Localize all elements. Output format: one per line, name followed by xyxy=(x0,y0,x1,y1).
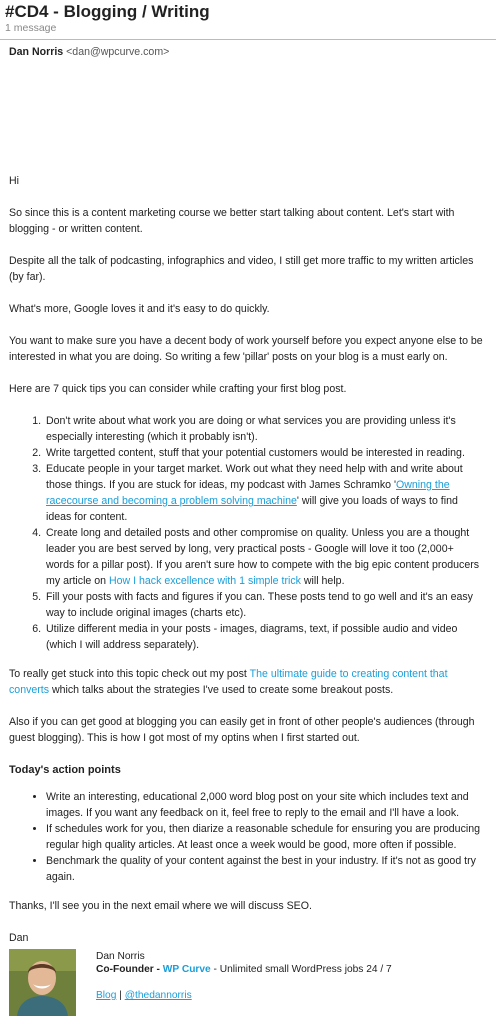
list-item: • Benchmark the quality of your content against the best in your industry. If it's not as good try again. xyxy=(46,853,484,885)
sender-line xyxy=(0,40,496,60)
list-item xyxy=(44,461,484,525)
signature-block xyxy=(9,930,484,1020)
paragraph-google: What's more, Google loves it and it's easy to do quickly. xyxy=(9,303,270,315)
signature-name: Dan Norris xyxy=(96,951,145,962)
signature-details xyxy=(96,950,392,1002)
list-item: 6. Utilize different media in your posts - images, diagrams, text, if possible audio and video (which I will address separately). xyxy=(44,621,484,653)
link-separator: | xyxy=(116,990,125,1001)
list-item xyxy=(44,525,484,589)
paragraph-traffic: Despite all the talk of podcasting, infographics and video, I still get more traffic to my written articles (by far). xyxy=(9,255,474,283)
tip-text: Educate people in your target market. Work out what they need help with and write about those things. If you are stuck for ideas, my podcast with James Schramko ' xyxy=(46,463,463,491)
list-item: • If schedules work for you, then diarize a reasonable schedule for ensuring you are producing regular high quality articles. At least once a week would be good, more often if possible. xyxy=(46,821,484,853)
hack-excellence-link[interactable]: How I hack excellence with 1 simple trick xyxy=(109,575,301,587)
tip-text: will help. xyxy=(300,575,345,587)
ultimate-guide-link[interactable]: The ultimate guide to creating content that converts xyxy=(9,668,448,696)
podcast-link[interactable]: Owning the racecourse and becoming a problem solving machine xyxy=(46,479,450,507)
wp-curve-link[interactable]: WP Curve xyxy=(162,964,211,975)
sender-name[interactable]: Dan Norris xyxy=(9,46,64,58)
avatar xyxy=(9,949,76,1016)
signature-title: Co-Founder - xyxy=(96,964,163,975)
twitter-link[interactable]: @thedannorris xyxy=(124,990,192,1001)
signature-links xyxy=(96,989,392,1002)
action-points-list xyxy=(9,789,484,885)
email-subject: #CD4 - Blogging / Writing xyxy=(5,2,210,21)
list-item: 2. Write targetted content, stuff that your potential customers would be interested in reading. xyxy=(44,445,484,461)
avatar-photo-icon xyxy=(9,949,76,1016)
blog-link[interactable]: Blog xyxy=(96,990,117,1001)
signature-tagline: - Unlimited small WordPress jobs 24 / 7 xyxy=(210,964,392,975)
tip-text: Create long and detailed posts and other compromise on quality. Unless you are a thought leader you are best served by long, very practical posts - Google will love it too (2,000+ words for a pillar post). If you aren't sure how to compete with the big epic content producers my article on xyxy=(46,527,480,587)
tips-list xyxy=(9,413,484,653)
paragraph-tips-intro: Here are 7 quick tips you can consider while crafting your first blog post. xyxy=(9,383,347,395)
closing-line: Thanks, I'll see you in the next email where we will discuss SEO. xyxy=(9,900,312,912)
guide-text: To really get stuck into this topic check out my post xyxy=(9,668,250,680)
action-points-heading: Today's action points xyxy=(9,764,121,776)
tip-text: ' will give you loads of ways to find ideas for content. xyxy=(46,495,458,523)
list-item: • Write an interesting, educational 2,000 word blog post on your site which includes text and images. If you want any feedback on it, feel free to reply to the email and I'll have a look. xyxy=(46,789,484,821)
list-item: 5. Fill your posts with facts and figures if you can. These posts tend to go well and it's an easy way to include original images (charts etc). xyxy=(44,589,484,621)
paragraph-pillar: You want to make sure you have a decent body of work yourself before you expect anyone else to be interested in what you are doing. So writing a few 'pillar' posts on your blog is a must early on. xyxy=(9,335,483,363)
paragraph-guide xyxy=(9,666,484,698)
signature-title-line xyxy=(96,963,392,976)
paragraph-intro: So since this is a content marketing course we better start talking about content. Let's start with blogging - or written content. xyxy=(9,207,455,235)
guide-text: which talks about the strategies I've used to create some breakout posts. xyxy=(49,684,394,696)
message-count: 1 message xyxy=(5,22,57,34)
greeting: Hi xyxy=(9,175,20,187)
sign-off-name: Dan xyxy=(9,932,29,944)
email-header xyxy=(0,0,496,60)
email-body xyxy=(9,173,484,1020)
sender-email: <dan@wpcurve.com> xyxy=(66,46,170,58)
paragraph-guest-blogging: Also if you can get good at blogging you can easily get in front of other people's audiences (through guest blogging). This is how I got most of my optins when I first started out. xyxy=(9,716,475,744)
list-item: 1. Don't write about what work you are doing or what services you are providing unless it's especially interesting (which it probably isn't). xyxy=(44,413,484,445)
